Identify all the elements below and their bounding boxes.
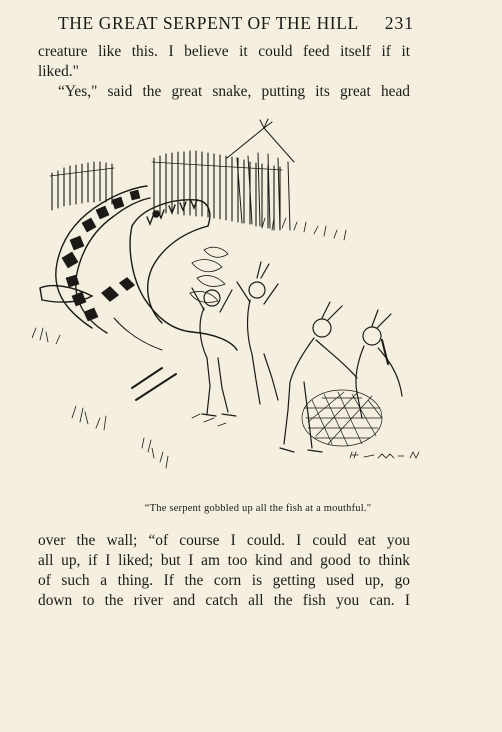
text-line: over the wall; “of course I could. I could eat you — [38, 532, 410, 549]
text-line: “Yes," said the great snake, putting its great head — [58, 83, 410, 100]
text-line: all up, if I liked; but I am too kind and good to think — [38, 552, 410, 569]
warriors — [192, 262, 402, 452]
text-line: liked." — [38, 63, 79, 80]
figure-caption: “The serpent gobbled up all the fish at a mouthful." — [144, 503, 372, 514]
running-head: THE GREAT SERPENT OF THE HILL — [58, 13, 359, 33]
page-header — [58, 13, 414, 37]
text-line: of such a thing. If the corn is getting used up, go — [38, 572, 410, 589]
body-text-top — [38, 42, 410, 102]
text-line: creature like this. I believe it could feed itself if it — [38, 43, 410, 60]
body-text-bottom — [38, 531, 410, 611]
teepee — [227, 119, 294, 230]
page-number: 231 — [384, 13, 414, 33]
illustration-signature — [0, 0, 1, 1]
illustrator-signature — [350, 452, 419, 458]
text-line: down to the river and catch all the fish you can. I — [38, 592, 410, 609]
basket — [302, 390, 382, 446]
ground-grass — [32, 218, 346, 468]
serpent-illustration — [32, 118, 422, 488]
stockade-fence — [50, 151, 282, 230]
